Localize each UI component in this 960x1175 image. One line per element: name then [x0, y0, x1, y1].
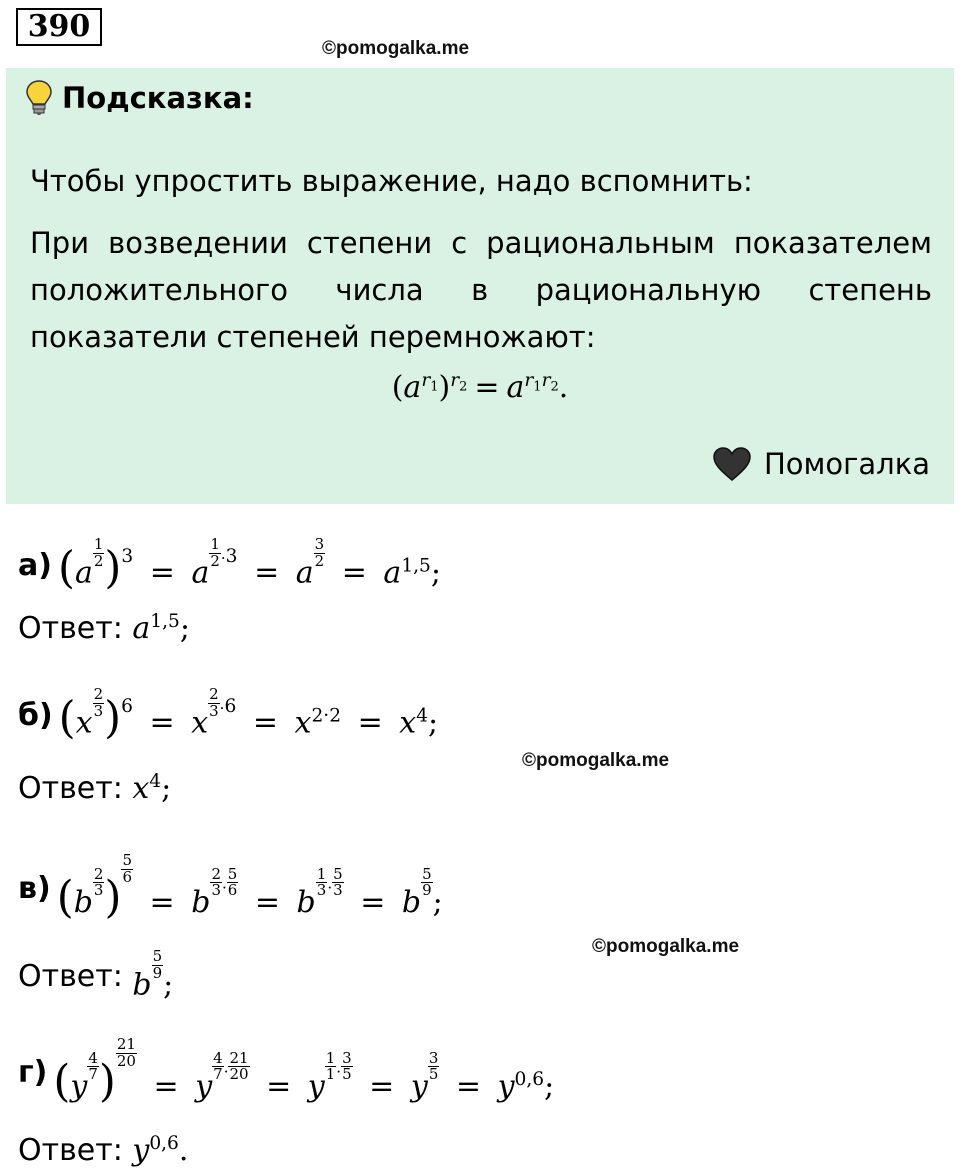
multiply-dot: ·: [219, 698, 225, 717]
paren-open: (: [53, 1056, 71, 1107]
formula-base: a: [403, 370, 422, 405]
exp-r1: r: [421, 370, 431, 391]
answer-label: Ответ:: [18, 610, 123, 646]
equals-sign: =: [369, 1068, 395, 1104]
equals-sign: =: [341, 555, 367, 591]
exp-r1: r: [524, 370, 534, 391]
exp-r1-sub: 1: [430, 379, 439, 395]
exponent-fraction: $\frac{2}{3}$: [209, 684, 219, 720]
hint-rule: При возведении степени с рациональным показателем положительного числа в рациональную степень показатели степеней перемножают:: [30, 226, 932, 354]
outer-exponent: 6: [121, 695, 133, 717]
base-var: a: [74, 555, 93, 591]
equals-sign: =: [254, 884, 280, 920]
exp-r1-sub: 1: [533, 379, 542, 395]
hint-intro: Чтобы упростить выражение, надо вспомнить:: [30, 164, 753, 198]
brand-name: Помогалка: [764, 447, 930, 481]
equals-sign: =: [149, 705, 175, 741]
brand-signature: [712, 442, 930, 486]
semicolon: ;: [430, 555, 441, 591]
equals-sign: =: [357, 705, 383, 741]
exp-r2: r: [541, 370, 551, 391]
base-var: y: [497, 1068, 515, 1104]
base-var: a: [383, 555, 402, 591]
answer-a: [18, 606, 190, 650]
exponent-fraction: $\frac{3}{5}$: [342, 1048, 352, 1084]
exponent-fraction: $\frac{3}{5}$: [428, 1048, 439, 1084]
exponent-value: 3: [225, 545, 238, 567]
exp-r2-sub: 2: [459, 379, 468, 395]
equals-sign: =: [252, 705, 278, 741]
paren-close: ): [438, 370, 451, 405]
multiply-dot: ·: [327, 878, 333, 897]
base-var: x: [294, 705, 312, 741]
exponent-value: 6: [224, 695, 237, 717]
base-var: y: [132, 1132, 150, 1168]
exponent-fraction: $\frac{5}{3}$: [333, 864, 343, 900]
answer-d: [18, 1128, 188, 1172]
semicolon: ;: [544, 1068, 555, 1104]
watermark: ©pomogalka.me: [592, 936, 740, 957]
semicolon: ;: [179, 610, 190, 646]
equals-sign: =: [254, 555, 280, 591]
power-rule-formula: [6, 370, 954, 405]
equals-sign: =: [149, 555, 175, 591]
base-var: y: [410, 1068, 428, 1104]
exponent-fraction: $\frac{4}{7}$: [213, 1048, 223, 1084]
watermark: ©pomogalka.me: [522, 750, 670, 771]
answer-c: [18, 944, 173, 1008]
base-var: x: [191, 705, 209, 741]
part-label: а): [18, 547, 52, 583]
base-var: y: [307, 1068, 325, 1104]
base-var: y: [195, 1068, 213, 1104]
exponent-fraction: $\frac{2}{3}$: [93, 684, 104, 720]
equals-sign: =: [455, 1068, 482, 1104]
base-var: b: [132, 967, 152, 1003]
equals-sign: =: [153, 1068, 179, 1104]
base-var: a: [132, 610, 151, 646]
equals-sign: =: [360, 884, 386, 920]
hint-title: Подсказка:: [62, 81, 254, 115]
multiply-dot: ·: [220, 548, 226, 567]
base-var: x: [399, 705, 417, 741]
problem-number: 390: [16, 8, 102, 46]
multiply-dot: ·: [223, 1062, 229, 1081]
base-var: b: [73, 884, 93, 920]
semicolon: ;: [161, 770, 172, 806]
formula-base: a: [506, 370, 525, 405]
exponent-value: 2: [329, 705, 342, 727]
multiply-dot: ·: [336, 1062, 342, 1081]
semicolon: ;: [432, 884, 443, 920]
watermark: ©pomogalka.me: [322, 38, 470, 59]
part-label: в): [18, 870, 51, 906]
base-var: x: [75, 705, 93, 741]
part-label: г): [18, 1054, 48, 1090]
exponent-fraction: $\frac{1}{2}$: [210, 534, 220, 570]
outer-exponent: 3: [121, 545, 134, 567]
answer-label: Ответ:: [18, 958, 123, 994]
outer-exponent-fraction: $\frac{5}{6}$: [122, 851, 132, 886]
paren-open: (: [57, 543, 75, 594]
exponent-value: 2: [311, 705, 324, 727]
exponent-value: 4: [416, 705, 429, 727]
paren-close: ): [104, 872, 122, 923]
base-var: b: [296, 884, 316, 920]
exponent-value: 1,5: [150, 610, 180, 632]
exponent-value: 4: [149, 770, 162, 792]
base-var: b: [401, 884, 422, 920]
paren-open: (: [58, 693, 76, 744]
solution-d: [18, 1020, 554, 1124]
exponent-fraction: $\frac{2}{3}$: [211, 864, 221, 900]
base-var: y: [70, 1068, 88, 1104]
semicolon: ;: [428, 705, 439, 741]
equals-sign: =: [266, 1068, 292, 1104]
exponent-fraction: $\frac{1}{2}$: [93, 534, 104, 570]
solution-b: [18, 680, 438, 750]
multiply-dot: ·: [323, 705, 330, 727]
exponent-fraction: $\frac{5}{6}$: [227, 864, 238, 900]
hint-header: [26, 80, 254, 116]
part-label: б): [18, 697, 53, 733]
exponent-value: 0,6: [149, 1132, 179, 1154]
period: .: [178, 1132, 189, 1168]
paren-close: ): [104, 693, 122, 744]
exponent-fraction: $\frac{21}{20}$: [229, 1048, 249, 1084]
paren-open: (: [56, 872, 74, 923]
multiply-dot: ·: [221, 878, 227, 897]
answer-label: Ответ:: [18, 1132, 123, 1168]
solution-c: [18, 836, 443, 940]
solution-a: [18, 530, 441, 600]
base-var: b: [191, 884, 211, 920]
exponent-value: 0,6: [514, 1068, 545, 1090]
paren-close: ): [104, 543, 122, 594]
exp-r2: r: [450, 370, 460, 391]
heart-icon: [712, 446, 752, 482]
exponent-fraction: $\frac{5}{9}$: [152, 947, 163, 983]
exponent-value: 1,5: [401, 555, 431, 577]
equals-sign: =: [149, 884, 175, 920]
outer-exponent-fraction: $\frac{21}{20}$: [116, 1035, 136, 1070]
exponent-fraction: $\frac{1}{1}$: [325, 1048, 336, 1084]
lightbulb-icon: [26, 80, 52, 116]
exponent-fraction: $\frac{4}{7}$: [88, 1048, 98, 1084]
exponent-fraction: $\frac{2}{3}$: [93, 864, 104, 900]
semicolon: ;: [163, 967, 174, 1003]
formula-end: .: [558, 370, 569, 405]
paren-close: ): [98, 1056, 116, 1107]
equals-sign: =: [474, 370, 500, 405]
exponent-fraction: $\frac{5}{9}$: [422, 864, 432, 900]
base-var: a: [191, 555, 210, 591]
answer-b: [18, 766, 171, 810]
base-var: a: [295, 555, 314, 591]
exponent-fraction: $\frac{3}{2}$: [314, 534, 325, 570]
paren-open: (: [391, 370, 404, 405]
base-var: x: [132, 770, 150, 806]
hint-box: [6, 68, 954, 504]
exponent-fraction: $\frac{1}{3}$: [316, 864, 327, 900]
exp-r2-sub: 2: [550, 379, 559, 395]
answer-label: Ответ:: [18, 770, 123, 806]
